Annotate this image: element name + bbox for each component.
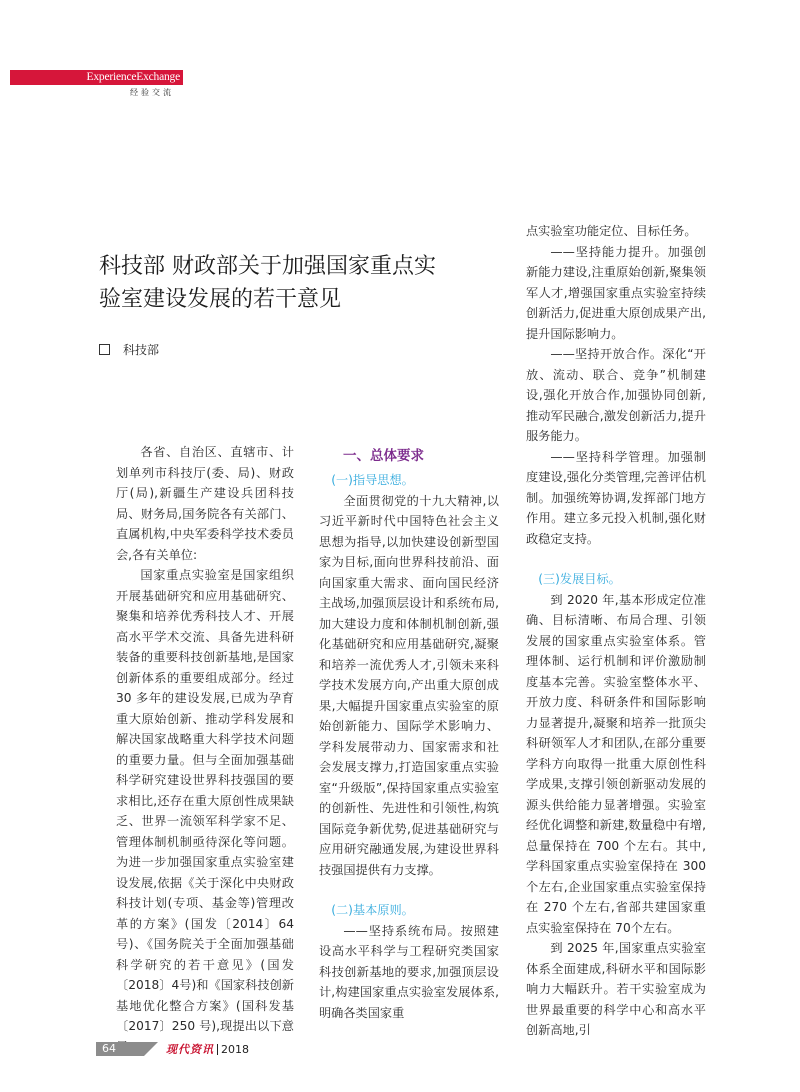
- body-paragraph: ——坚持系统布局。按照建设高水平科学与工程研究类国家科技创新基地的要求,加强顶层设计,构建国家重点实验室发展体系,明确各类国家重: [319, 923, 499, 1020]
- body-paragraph: 全面贯彻党的十九大精神,以习近平新时代中国特色社会主义思想为指导,以加快建设创新型国家为目标,面向世界科技前沿、面向国家重大需求、面向国民经济主战场,加强顶层设计和系统布局,加大建设力度和体制机制创新,强化基础研究和应用基础研究,凝聚和培养一流优秀人才,引领未来科学技术发展方向,产出重大原创成果,大幅提升国家重点实验室的原始创新能力、国际学术影响力、学科发展带动力、国家需求和社会发展支撑力,打造国家重点实验室“升级版”,保持国家重点实验室的创新性、先进性和引领性,构筑国际竞争新优势,促进基础研究与应用研究融通发展,为建设世界科技强国提供有力支撑。: [319, 493, 499, 877]
- author-line: [99, 341, 159, 358]
- body-paragraph: ——坚持开放合作。深化“开放、流动、联合、竞争”机制建设,强化开放合作,加强协同创新,推动军民融合,激发创新活力,提升服务能力。: [526, 347, 706, 443]
- section-heading: 一、总体要求: [343, 448, 424, 464]
- square-bullet-icon: [99, 344, 110, 355]
- column-1: [116, 442, 294, 1057]
- subsection-heading: (二)基本原则。: [331, 903, 414, 917]
- section-title-en: ExperienceExchange: [86, 71, 180, 83]
- body-paragraph: 点实验室功能定位、目标任务。: [526, 224, 697, 238]
- author-name: 科技部: [123, 343, 160, 357]
- article-title: 科技部 财政部关于加强国家重点实验室建设发展的若干意见: [99, 254, 436, 312]
- section-title-cn: 经验交流: [130, 88, 174, 97]
- body-paragraph: ——坚持科学管理。加强制度建设,强化分类管理,完善评估机制。加强统筹协调,发挥部门地方作用。建立多元投入机制,强化财政稳定支持。: [526, 449, 706, 546]
- publication-year: 2018: [217, 1044, 249, 1055]
- body-paragraph: 到 2025 年,国家重点实验室体系全面建成,科研水平和国际影响力大幅跃升。若干实验室成为世界最重要的科学中心和高水平创新高地,引: [526, 941, 706, 1037]
- page-number: 64: [96, 1042, 144, 1056]
- body-paragraph: ——坚持能力提升。加强创新能力建设,注重原始创新,聚集领军人才,增强国家重点实验室持续创新活力,促进重大原创成果产出,提升国际影响力。: [526, 244, 706, 341]
- section-banner: [10, 70, 183, 85]
- publication-logo: 现代资讯: [166, 1043, 214, 1056]
- body-paragraph: 国家重点实验室是国家组织开展基础研究和应用基础研究、聚集和培养优秀科技人才、开展高水平学术交流、具备先进科研装备的重要科技创新基地,是国家创新体系的重要组成部分。经过 30 多年的建设发展,已成为孕育重大原始创新、推动学科发展和解决国家战略重大科学技术问题的重要力量。但与全面加强基础科学研究建设世界科技强国的要求相比,还存在重大原创性成果缺乏、世界一流领军科学家不足、管理体制机制亟待深化等问题。为进一步加强国家重点实验室建设发展,依据《关于深化中央财政科技计划(专项、基金等)管理改革的方案》(国发〔2014〕64 号)、《国务院关于全面加强基础科学研究的若干意见》(国发〔2018〕4号)和《国家科技创新基地优化整合方案》(国科发基〔2017〕250 号),现提出以下意: [116, 568, 294, 1033]
- column-2: [319, 470, 499, 1023]
- subsection-heading: (一)指导思想。: [331, 473, 414, 487]
- column-3: [526, 221, 706, 1041]
- page-footer: [96, 1041, 249, 1057]
- body-paragraph: 各省、自治区、直辖市、计划单列市科技厅(委、局)、财政厅(局),新疆生产建设兵团科技局、财务局,国务院各有关部门、直属机构,中央军委科学技术委员会,各有关单位:: [116, 445, 294, 562]
- body-paragraph: 到 2020 年,基本形成定位准确、目标清晰、布局合理、引领发展的国家重点实验室体系。管理体制、运行机制和评价激励制度基本完善。实验室整体水平、开放力度、科研条件和国际影响力显著提升,凝聚和培养一批顶尖科研领军人才和团队,在部分重要学科方向取得一批重大原创性科学成果,支撑引领创新驱动发展的源头供给能力显著增强。实验室经优化调整和新建,数量稳中有增,总量保持在 700 个左右。其中,学科国家重点实验室保持在 300 个左右,企业国家重点实验室保持在 270 个左右,省部共建国家重点实验室保持在 70个左右。: [526, 592, 706, 935]
- subsection-heading: (三)发展目标。: [538, 572, 621, 586]
